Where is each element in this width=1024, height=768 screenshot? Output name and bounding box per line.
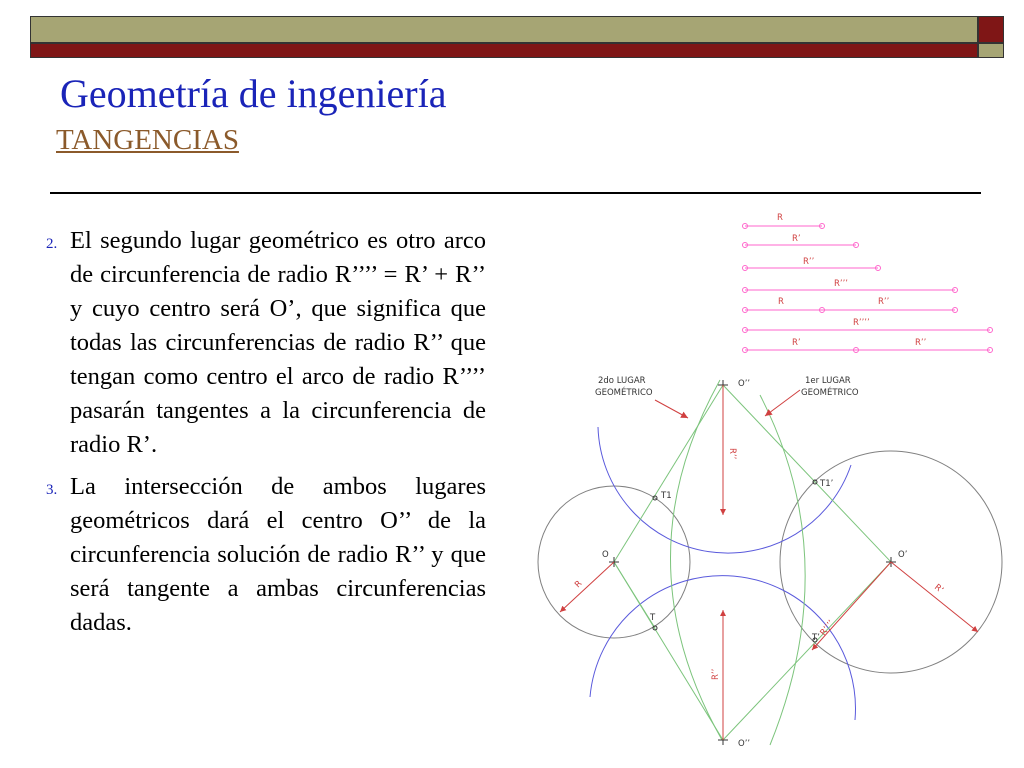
first-locus-label: GEOMÉTRICO <box>801 388 859 398</box>
header-band-maroon <box>30 43 978 58</box>
item-number: 3. <box>46 482 58 498</box>
list-item <box>40 470 486 640</box>
locus-arc-second <box>670 380 722 740</box>
radius-r4-label: R’’’’ <box>818 618 837 638</box>
center-marks <box>609 380 896 745</box>
radius-dimensions <box>560 385 978 740</box>
title-divider <box>50 192 981 194</box>
tangent-point-markers <box>653 480 817 642</box>
segment-r <box>743 213 825 229</box>
slide-subtitle: TANGENCIAS <box>56 124 239 156</box>
segment-label: R’’’’ <box>853 318 870 328</box>
construction-lines <box>614 385 891 740</box>
segment-label: R’’ <box>803 257 815 267</box>
radius-r1-label: R’ <box>932 582 946 596</box>
center-o2-bottom-label: O’’ <box>738 739 751 749</box>
second-locus-label: 2do LUGAR <box>598 376 646 386</box>
segment-r5 <box>743 318 993 333</box>
bullet-list <box>40 224 486 648</box>
segment-label: R’’’ <box>834 279 849 289</box>
radius-r2-top-label: R’’ <box>727 448 737 460</box>
radius-r-label: R <box>573 578 585 591</box>
center-o-label: O <box>602 550 609 560</box>
item-text: La intersección de ambos lugares geométricos dará el centro O’’ de la circunferencia solución de radio R’’ y que será tangente a ambas circunferencias dadas. <box>70 473 486 636</box>
tangent-t-prime-label: T’ <box>812 633 820 643</box>
tangent-t1-label: T1 <box>661 491 672 501</box>
segment-r6 <box>743 338 993 353</box>
segment-label: R’’ <box>878 297 890 307</box>
reference-segments <box>743 213 993 353</box>
item-text: El segundo lugar geométrico es otro arco de circunferencia de radio R’’’’ = R’ + R’’ y cuyo centro será O’, que significa que todas las circunferencias de radio R’’ que tengan como centro el arco de radio R’’’’ pasarán tangentes a la circunferencia de radio R’. <box>70 227 486 458</box>
second-locus-label: GEOMÉTRICO <box>595 388 653 398</box>
header-band-olive <box>30 16 978 43</box>
list-item <box>40 224 486 462</box>
solution-arc-top <box>598 427 851 553</box>
segment-r4 <box>743 297 958 313</box>
tangent-t-label: T <box>650 613 656 623</box>
segment-r3 <box>743 279 958 293</box>
header-square-olive <box>978 43 1004 58</box>
header-square-maroon <box>978 16 1004 43</box>
center-o2-top-label: O’’ <box>738 379 751 389</box>
tangent-t1-prime-label: T1’ <box>820 479 834 489</box>
item-number: 2. <box>46 236 58 252</box>
segment-label: R <box>778 297 784 307</box>
slide-title: Geometría de ingeniería <box>60 71 447 116</box>
radius-r2-bottom-label: R’’ <box>711 668 721 680</box>
segment-r2 <box>743 257 881 271</box>
first-locus-label: 1er LUGAR <box>805 376 851 386</box>
segment-label: R’ <box>792 338 801 348</box>
center-o1-label: O’ <box>898 550 908 560</box>
segment-label: R <box>777 213 783 223</box>
segment-r1 <box>743 234 859 248</box>
segment-label: R’’ <box>915 338 927 348</box>
tangency-construction-figure <box>536 205 1006 760</box>
segment-label: R’ <box>792 234 801 244</box>
